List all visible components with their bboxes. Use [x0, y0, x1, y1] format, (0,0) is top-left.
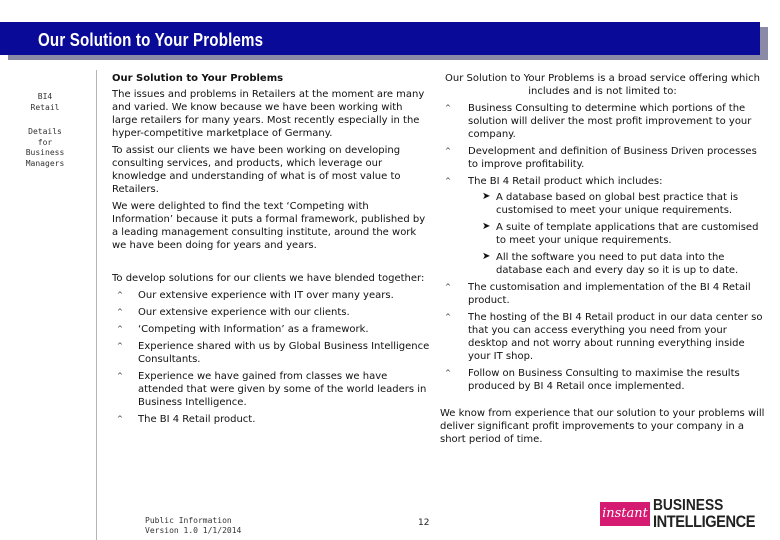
logo-instant-text: instant	[602, 506, 648, 521]
page-number: 12	[418, 518, 430, 528]
side-nav-line: BI4	[37, 92, 53, 101]
side-nav-line: Retail	[30, 102, 60, 112]
list-item: ^ Our extensive experience with our clients.	[117, 307, 350, 318]
slide-title: Our Solution to Your Problems	[38, 30, 264, 50]
list-item: ^ The customisation and implementation of the BI 4 Retail product.	[445, 282, 751, 306]
arrowhead-icon: ➤	[482, 251, 491, 262]
title-bar-fill	[0, 22, 760, 55]
caret-icon: ^	[117, 372, 123, 380]
paragraph: We were delighted to find the text ‘Competing with Information’ because it puts a formal framework, published by a leading management consulting institute, around the work we have been doing for years and years.	[112, 201, 426, 251]
footer-info	[145, 516, 241, 536]
list-item: ^ The BI 4 Retail product which includes: ➤ A database based on global best practice that is customised to meet your unique requirements. ➤ A suite of template applications that are customised to meet your unique requirements. ➤ All the software you need to put data into the database each and every day so it is up to date.	[440, 175, 765, 277]
caret-icon: ^	[117, 342, 123, 350]
section-heading: Our Solution to Your Problems	[112, 73, 284, 84]
caret-icon: ^	[445, 147, 451, 155]
caret-icon: ^	[117, 325, 123, 333]
company-logo	[598, 498, 776, 532]
sub-list-item: ➤ A database based on global best practice that is customised to meet your unique requirements.	[482, 191, 739, 216]
side-nav-line: Business	[25, 148, 65, 157]
list-item: ^ Follow on Business Consulting to maximise the results produced by BI 4 Retail once implemented.	[445, 368, 740, 392]
logo-wordmark	[653, 498, 755, 530]
side-nav-line: Managers	[25, 158, 65, 168]
caret-icon: ^	[445, 104, 451, 112]
list-item: ^ Experience shared with us by Global Business Intelligence Consultants.	[117, 341, 430, 365]
side-nav-line: Details	[28, 127, 62, 136]
caret-icon: ^	[117, 415, 123, 423]
list-item: ^ Experience we have gained from classes we have attended that were given by some of the world leaders in Business Intelligence.	[117, 371, 427, 408]
side-nav	[20, 92, 70, 169]
list-item: ^ The hosting of the BI 4 Retail product in our data center so that you can access everything you need from your desktop and not worry about running everything inside your IT shop.	[445, 312, 763, 362]
logo-word-business: BUSINESS	[653, 497, 724, 514]
title-bar	[0, 22, 768, 60]
vertical-divider	[96, 70, 97, 540]
caret-icon: ^	[445, 313, 451, 321]
list-item: ^ Our extensive experience with IT over many years.	[117, 290, 394, 301]
offering-list	[440, 102, 765, 393]
sub-list-item: ➤ A suite of template applications that are customised to meet your unique requirements.	[482, 221, 759, 246]
classification-label: Public Information	[145, 516, 232, 525]
caret-icon: ^	[445, 369, 451, 377]
right-column	[440, 72, 765, 450]
caret-icon: ^	[117, 291, 123, 299]
paragraph: To assist our clients we have been working on developing consulting services, and products, which leverage our knowledge and understanding of what is of most value to Retailers.	[112, 145, 401, 195]
product-sublist	[468, 191, 765, 277]
sub-list-item: ➤ All the software you need to put data into the database each and every day so it is up to date.	[482, 251, 739, 276]
logo-instant-box	[600, 502, 650, 526]
list-item: ^ ‘Competing with Information’ as a framework.	[117, 324, 369, 335]
caret-icon: ^	[445, 283, 451, 291]
caret-icon: ^	[445, 177, 451, 185]
version-label: Version 1.0 1/1/2014	[145, 526, 242, 535]
list-item: ^ Business Consulting to determine which portions of the solution will deliver the most profit improvement to your company.	[445, 103, 752, 140]
logo-word-intelligence: INTELLIGENCE	[653, 512, 756, 531]
blend-list	[112, 289, 430, 426]
list-item: ^ Development and definition of Business Driven processes to improve profitability.	[445, 146, 757, 170]
list-item: ^ The BI 4 Retail product.	[117, 414, 256, 425]
side-nav-line: for	[37, 137, 53, 147]
closing-paragraph: We know from experience that our solution to your problems will deliver significant profit improvements to your company in a short period of time.	[440, 408, 765, 445]
arrowhead-icon: ➤	[482, 221, 491, 232]
paragraph: To develop solutions for our clients we have blended together:	[112, 273, 425, 284]
intro-paragraph: Our Solution to Your Problems is a broad service offering which includes and is not limited to:	[445, 73, 760, 97]
caret-icon: ^	[117, 308, 123, 316]
left-column	[112, 72, 430, 430]
arrowhead-icon: ➤	[482, 191, 491, 202]
paragraph: The issues and problems in Retailers at the moment are many and varied. We know because we have been working with large retailers for many years. Most recently especially in the hyper-competitive marketplace of Germany.	[112, 89, 425, 139]
